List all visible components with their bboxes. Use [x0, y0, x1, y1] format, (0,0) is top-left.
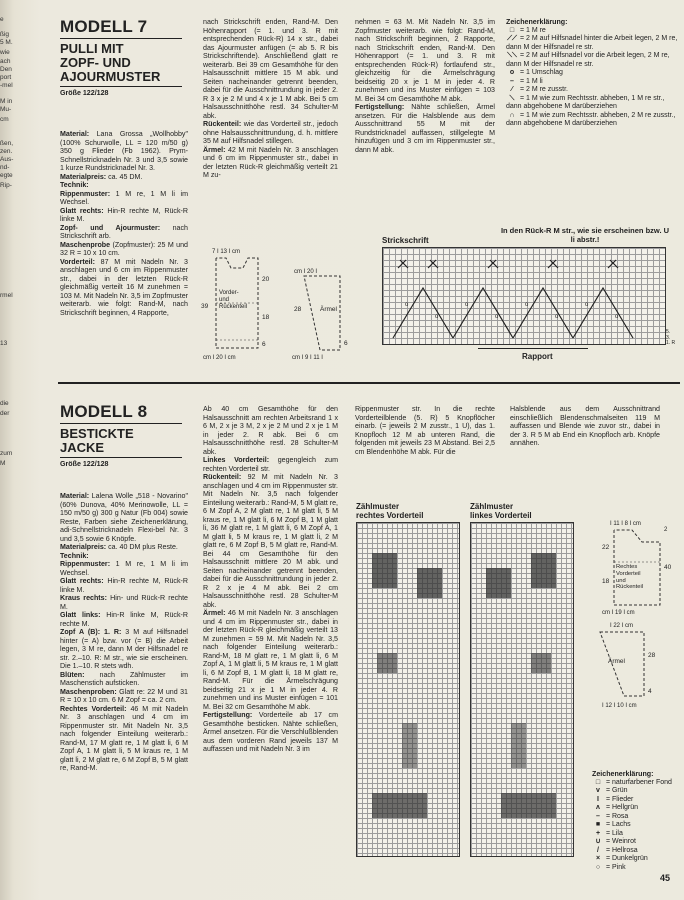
- m7-col1-heading: Material:: [60, 130, 90, 138]
- svg-text:o: o: [615, 314, 619, 320]
- left-strip-fragment: M: [0, 460, 6, 467]
- m8-legend-item: [592, 787, 682, 796]
- m8-legend-symbol: ∪: [595, 838, 601, 845]
- m8-legend-item: [592, 847, 682, 856]
- m8-legend-text: = Grün: [604, 787, 628, 794]
- m7-col1-heading: Technik:: [60, 181, 89, 189]
- m7-legend-item: [506, 27, 678, 36]
- chart-row-label: 1. R: [666, 340, 676, 346]
- front-schematic-label: Vorder- und Rückenteil: [219, 290, 248, 310]
- m8-col2-heading: Rückenteil:: [203, 473, 242, 481]
- left-strip-fragment: die: [0, 400, 9, 407]
- m8-legend-symbol: □: [595, 778, 601, 786]
- m7-col2-text: 42 M mit Nadeln Nr. 3 anschlagen und 6 cm im Rippenmuster str., dabei in der letzten Rück-R gleichmäßig verteilt 21 M zu-: [203, 145, 338, 179]
- modell8-column-2: [203, 405, 338, 754]
- m8-col1-heading: Materialpreis:: [60, 543, 107, 551]
- svg-text:o: o: [495, 314, 499, 320]
- m8-col4-paragraph: [510, 405, 660, 448]
- m8-front-right: 40: [664, 564, 672, 571]
- left-strip-fragment: egte: [0, 172, 13, 179]
- m7-col1-paragraph: [60, 190, 188, 207]
- m8-col1-heading: Glatt links:: [60, 611, 101, 619]
- m8-col1-paragraph: [60, 628, 188, 671]
- m8-col1-paragraph: [60, 552, 188, 561]
- m8-sleeve-schematic-drawing: [592, 622, 677, 712]
- m7-legend-text: = 1 M re: [518, 26, 546, 34]
- m8-legend-item: [592, 804, 682, 813]
- m8-col1-text: 46 M mit Nadeln Nr. 3 anschlagen und 4 cm im Rippenmuster str. Mit Nadeln Nr. 3,5 nach folgender Einteilung weiterarb.: Rand-M, 17 M glatt re, 1 M glatt li, 6 M Zopf A, 1 M glatt li, 5 M kraus re, 1 M glatt li, 2 M glatt re, 6 M Zopf B, 5 M glatt re, Rand-M.: [60, 704, 188, 772]
- m7-legend-symbol: ∩: [509, 111, 515, 119]
- m7-legend-symbol: ⟍⟍: [507, 52, 517, 59]
- modell7-header: [60, 18, 190, 98]
- m8-col1-text: 1 M re, 1 M li im Wechsel.: [60, 560, 188, 577]
- m8-front-dim2: 2: [664, 527, 668, 533]
- m8-col1-text: Hin- und Rück-R rechte M.: [60, 594, 188, 611]
- left-strip-fragment: rmel: [0, 292, 13, 299]
- left-strip-fragment: 5 M.: [0, 39, 13, 46]
- m8-col1-heading: Zopf A (B): 1. R:: [60, 628, 122, 636]
- m8-front-top: I 11 I 8 I cm: [610, 521, 641, 527]
- left-strip-fragment: ach: [0, 58, 11, 65]
- front-schematic-side: 39: [201, 303, 209, 310]
- m8-col1-paragraph: [60, 492, 188, 543]
- left-strip-fragment: der: [0, 410, 10, 417]
- m7-col1-paragraph: [60, 241, 188, 258]
- m8-legend-symbol: ×: [595, 855, 601, 862]
- m7-col3-text: nehmen = 63 M. Mit Nadeln Nr. 3,5 im Zopfmuster weiterarb. wie folgt: Rand-M, nach Strickschrift beginnen, 2 Rapporte, nach Strickschrift enden, Rand-M. Den Höhenrapport (= 1. und 3. R mit entsprechenden Rück-R) fortlaufend str., gleichzeitig für die Ärmelschrägung beidseitig 20 x je 1 M in jeder 4. R zunehmen und ins Muster einfügen = 103 M. Bei 34 cm Gesamthöhe M abk.: [355, 18, 495, 103]
- m7-legend-item: [506, 95, 678, 112]
- m8-legend-symbol: ʌ: [596, 804, 600, 811]
- modell7-title: MODELL 7: [60, 17, 148, 36]
- left-strip-fragment: ßen,: [0, 140, 14, 147]
- left-strip-fragment: e: [0, 16, 4, 23]
- m7-col2-text: wie das Vorderteil str., jedoch ohne Halsausschnittrundung, d. h. mittlere 35 M auf Hilfsnadel stillegen.: [203, 120, 338, 145]
- m8-legend-item: [592, 838, 682, 847]
- modell7-column-3: [355, 18, 495, 154]
- m8-col2-text: 46 M mit Nadeln Nr. 3 anschlagen und 4 cm im Rippenmuster str., dabei in der letzten Rück-R gleichmäßig verteilt 13 M zunehmen = 59 M. Mit Nadeln Nr. 3,5 nach folgender Einteilung weiterarb.: Rand-M, 18 M glatt re, 1 M glatt li, 6 M Zopf A, 1 M glatt li, 5 M kraus re, 1 M glatt li, 6 M Zopf B, 1 M glatt li, 18 M glatt re, Rand-M. Für die Ärmelschrägung beidseitig 21 x je 1 M in jeder 4. R zunehmen und ins Muster einfügen = 101 M. Bei 32 cm Gesamthöhe M abk.: [203, 609, 338, 711]
- left-strip-fragment: 13: [0, 340, 8, 347]
- m7-legend-symbol: □: [509, 26, 515, 34]
- svg-text:o: o: [585, 302, 589, 308]
- m8-col1-paragraph: [60, 594, 188, 611]
- m8-col3-text: Rippenmuster str. In die rechte Vorderteilblende (5. R) 5 Knopflöcher einarb. (= jeweils 2 M zusstr., 1 U), das 1. Knopfloch 12 M ab unteren Rand, die folgenden mit jeweils 23 M Abstand. Bei 2,5 cm Blendenhöhe M abk. Für die: [355, 405, 495, 456]
- chart-pattern-marks: [383, 248, 665, 344]
- sleeve-schematic-top: cm I 20 I: [294, 269, 318, 275]
- modell7-chart-label: Strickschrift: [382, 236, 429, 245]
- modell8-legend-title: Zeichenerklärung:: [592, 770, 654, 778]
- m8-legend-text: = Dunkelgrün: [604, 855, 648, 862]
- m8-front-label: Rechtes Vorderteil und Rückenteil: [616, 564, 644, 591]
- m8-sleeve-bottom: I 12 I 10 I cm: [602, 703, 637, 709]
- modell7-size: Größe 122/128: [60, 89, 109, 97]
- m8-col2-heading: Ärmel:: [203, 609, 226, 617]
- m7-legend-item: [506, 35, 678, 52]
- modell8-chart-right-front: [356, 522, 460, 857]
- m8-col4-text: Halsblende aus dem Ausschnittrand einschließlich Blendenschmalseiten 119 M auffassen und Blende wie zuvor str., dabei in der 3. R 5 M ab End ein Knopfloch arb. Knöpfe annähen.: [510, 405, 660, 447]
- chart-row-label: 5.: [666, 329, 671, 335]
- m7-col3-text: Nähte schließen, Ärmel ansetzen. Für die Halsblende aus dem Ausschnittrand 55 M mit der Rundstricknadel auffassen, stillgelegte M hinzufügen und 3 cm im Rippenmuster str., dann M abk.: [355, 103, 495, 154]
- sleeve-schematic-h2: 6: [344, 340, 348, 347]
- m8-col1-heading: Maschenproben:: [60, 687, 117, 696]
- modell8-chart2-title: Zählmuster linkes Vorderteil: [470, 502, 532, 520]
- m8-col1-text: nach Zählmuster im Maschenstich aufsticken.: [60, 670, 188, 687]
- m8-col1-heading: Glatt rechts:: [60, 577, 104, 585]
- modell7-chart-row-labels: [666, 330, 675, 347]
- modell7-sleeve-schematic: [290, 268, 352, 363]
- left-strip-fragment: port: [0, 74, 12, 81]
- m7-col1-paragraph: [60, 130, 188, 173]
- m8-col2-paragraph: [203, 609, 338, 711]
- m8-legend-symbol: v: [596, 787, 600, 794]
- m8-col2-heading: Linkes Vorderteil:: [203, 456, 270, 464]
- modell8-subtitle-1: BESTICKTE: [60, 426, 134, 441]
- m8-col1-heading: Material:: [60, 492, 90, 500]
- left-strip-fragment: Mu-: [0, 106, 12, 113]
- m7-col2-heading: Ärmel:: [203, 145, 226, 154]
- m7-col2-paragraph: [203, 18, 338, 120]
- m7-col1-heading: Rippenmuster:: [60, 189, 111, 198]
- modell7-rapport-label: Rapport: [522, 352, 553, 361]
- m8-legend-symbol: –: [596, 812, 600, 820]
- m7-legend-text: = 1 M li: [518, 77, 543, 85]
- chart1-motifs: [357, 523, 459, 856]
- m8-col1-text: Hin-R linke M, Rück-R rechte M.: [60, 611, 188, 628]
- m7-col3-paragraph: [355, 18, 495, 103]
- modell8-chart-left-front: [470, 522, 574, 857]
- m8-col1-paragraph: [60, 705, 188, 773]
- m7-col1-text: Hin-R rechte M, Rück-R linke M.: [60, 206, 188, 223]
- m8-col2-paragraph: [203, 405, 338, 456]
- m7-col1-paragraph: [60, 224, 188, 241]
- m8-col1-heading: Technik:: [60, 551, 89, 560]
- sleeve-schematic-drawing: [290, 268, 352, 363]
- left-strip-fragment: M in: [0, 98, 13, 105]
- page-number: 45: [660, 873, 671, 883]
- m7-col1-paragraph: [60, 258, 188, 318]
- svg-text:o: o: [465, 302, 469, 308]
- m8-col2-paragraph: [203, 473, 338, 609]
- m7-legend-symbol: o: [509, 69, 515, 76]
- m8-col1-heading: Rechtes Vorderteil:: [60, 704, 127, 713]
- m8-col1-text: ca. 40 DM plus Reste.: [106, 543, 178, 551]
- m8-legend-text: = Hellrosa: [604, 846, 638, 854]
- svg-text:o: o: [405, 302, 409, 308]
- m8-col1-heading: Kraus rechts:: [60, 594, 107, 602]
- left-strip-fragment: ßig: [0, 31, 10, 38]
- m7-legend-text: = 1 M wie zum Rechtsstr. abheben, 1 M re str., dann abgehobene M darüberziehen: [506, 94, 665, 110]
- m7-legend-text: = 1 M wie zum Rechtsstr. abheben, 2 M re zusstr., dann abgehobene M darüberziehen: [506, 111, 676, 127]
- m7-col3-heading: Fertigstellung:: [355, 103, 405, 111]
- m7-legend-symbol: –: [510, 77, 514, 85]
- section-divider: [58, 382, 680, 384]
- m8-legend-text: = Lila: [604, 829, 623, 837]
- m8-legend-text: = Rosa: [604, 812, 629, 820]
- m8-col1-paragraph: [60, 611, 188, 628]
- m7-col1-text: nach Strickschrift arb.: [60, 223, 188, 240]
- m7-col1-text: 87 M mit Nadeln Nr. 3 anschlagen und 6 cm im Rippenmuster str., dabei in der letzten Rück-R gleichmäßig verteilt 16 M zunehmen = 103 M. Mit Nadeln Nr. 3,5 im Zopfmuster weiterarb. wie folgt: Rand-M, nach Strickschrift beginnen, 4 Rapporte,: [60, 257, 188, 317]
- m8-col1-paragraph: [60, 671, 188, 688]
- modell8-size: Größe 122/128: [60, 460, 109, 468]
- m8-legend-text: = Hellgrün: [604, 804, 639, 811]
- m7-legend-text: = 2 M auf Hilfsnadel hinter die Arbeit legen, 2 M re, dann M der Hilfsnadel re str.: [506, 35, 678, 51]
- m7-col1-paragraph: [60, 207, 188, 224]
- m8-legend-text: = Pink: [604, 863, 626, 871]
- sleeve-schematic-height: 28: [294, 306, 302, 313]
- m7-legend-symbol: ⟍: [509, 94, 515, 102]
- m8-col1-text: Hin-R rechte M, Rück-R linke M.: [60, 577, 188, 594]
- m7-legend-text: = 2 M auf Hilfsnadel vor die Arbeit legen, 2 M re, dann M der Hilfsnadel re str.: [506, 52, 670, 68]
- m7-legend-item: [506, 112, 678, 129]
- left-strip-fragment: wie: [0, 49, 10, 56]
- m8-legend-item: [592, 855, 682, 864]
- m8-sleeve-label: Ärmel: [608, 658, 625, 665]
- m8-front-side1: 22: [602, 544, 610, 551]
- m8-col1-text: Lalena Wolle „518 - Novarino" (60% Dunova, 40% Merinowolle, LL = 150 m/50 g) 300 g Natur (Fb 004) sowie Reste, Farben siehe Zeichenerklärung, adi-Schnellstricknadeln Flexi-bel Nr. 3 und 3,5 sowie 6 Knöpfe.: [60, 492, 188, 543]
- m8-legend-text: = Flieder: [604, 795, 634, 803]
- svg-text:o: o: [555, 314, 559, 320]
- m8-front-bottom: cm I 19 I cm: [602, 610, 635, 616]
- m7-col2-heading: Rückenteil:: [203, 120, 242, 128]
- m7-legend-text: = 2 M re zusstr.: [518, 86, 568, 93]
- m7-col1-text: (Zopfmuster): 25 M und 32 R = 10 x 10 cm.: [60, 240, 188, 257]
- m7-legend-item: [506, 69, 678, 78]
- m8-legend-text: = Lachs: [604, 821, 631, 828]
- m8-col2-heading: Fertigstellung:: [203, 711, 253, 719]
- m8-front-side2: 18: [602, 578, 610, 585]
- m7-col1-heading: Maschenprobe: [60, 240, 111, 249]
- m8-col1-text: Glatt re: 22 M und 31 R = 10 x 10 cm. 6 M Zopf = ca. 2 cm.: [60, 687, 188, 704]
- m8-legend-item: [592, 821, 682, 830]
- modell8-header: [60, 403, 190, 469]
- m8-col1-text: 3 M auf Hilfsnadel hinter (= A) bzw. vor (= B) die Arbeit legen, 3 M re, dann M der Hilfsnadel re str. 2.–10. R: M str., wie sie erscheinen. Die 1.–10. R stets wdh.: [60, 628, 189, 670]
- m7-col1-heading: Zopf- und Ajourmuster:: [60, 223, 161, 232]
- m7-legend-symbol: ⁄: [511, 86, 513, 93]
- front-schematic-h1: 20: [262, 276, 270, 283]
- m8-col3-paragraph: [355, 405, 495, 456]
- m7-col2-paragraph: [203, 120, 338, 146]
- sleeve-schematic-label: Ärmel: [320, 306, 337, 313]
- m8-legend-symbol: I: [597, 795, 599, 803]
- m7-legend-item: [506, 78, 678, 87]
- m7-col1-heading: Materialpreis:: [60, 172, 107, 181]
- left-strip-fragment: zen.: [0, 148, 13, 155]
- m8-col1-paragraph: [60, 560, 188, 577]
- left-strip-fragment: cm: [0, 116, 9, 123]
- m8-col2-paragraph: [203, 456, 338, 473]
- m7-col3-paragraph: [355, 103, 495, 154]
- m8-sleeve-height: 28: [648, 652, 656, 659]
- rapport-bracket: [478, 348, 588, 349]
- m8-col1-heading: Blüten:: [60, 670, 85, 679]
- modell7-subtitle-2: ZOPF- UND: [60, 55, 131, 70]
- front-schematic-bottom: cm I 20 I cm: [203, 355, 236, 361]
- m8-col2-text: 92 M mit Nadeln Nr. 3 anschlagen und 4 cm im Rippenmuster str. Mit Nadeln Nr. 3,5 nach folgender Einteilung weiterarb.: Rand-M, 5 M glatt re, 6 M Zopf A, 2 M glatt re, 1 M glatt li, 5 M kraus re, 1 M glatt li, 6 M Zopf B, 1 M glatt li, 36 M glatt re, 1 M glatt li, 6 M Zopf A, 1 M glatt li, 5 M kraus re, 1 M glatt li, 2 M glatt re, 6 M Zopf B, 5 M glatt re, Rand-M. Bei 44 cm Gesamthöhe für den Halsausschnitt mittlere 20 M abk. und Seiten nacheinander getrennt beenden, dabei für die Ausschnittrundung in jeder 2. R 2 x je 4 M abk. Bei 2 cm Halsausschnitthöhe restl. 28 Schulter-M abk.: [203, 473, 338, 609]
- left-strip-fragment: Rip-: [0, 182, 12, 189]
- m8-legend-symbol: ○: [595, 863, 601, 871]
- m8-legend-symbol: ■: [595, 821, 601, 828]
- left-strip-fragment: zum: [0, 450, 13, 457]
- m8-col2-text: Vorderteile ab 17 cm Gesamthöhe besticken. Nähte schließen, Ärmel ansetzen. Für die Verschlußblenden aus dem vorderen Rand jeweils 137 M auffassen und mit Nadeln Nr. 3 im: [203, 711, 338, 753]
- m7-legend-symbol: ⟋⟋: [507, 35, 517, 42]
- m7-col1-paragraph: [60, 181, 188, 190]
- m7-col1-text: 1 M re, 1 M li im Wechsel.: [60, 189, 188, 206]
- left-strip-fragment: nd-: [0, 164, 10, 171]
- m7-col1-heading: Vorderteil:: [60, 257, 95, 266]
- m7-legend-item: [506, 52, 678, 69]
- front-schematic-h2: 18: [262, 314, 270, 321]
- modell7-column-1: [60, 130, 188, 317]
- modell7-front-schematic: [198, 248, 278, 363]
- modell8-legend: [592, 770, 682, 872]
- m7-legend-text: = 1 Umschlag: [518, 69, 563, 76]
- left-strip-fragment: Aus-: [0, 156, 14, 163]
- modell7-column-2: [203, 18, 338, 180]
- m8-legend-item: [592, 779, 682, 788]
- m8-col2-text: Ab 40 cm Gesamthöhe für den Halsausschnitt am rechten Arbeitsrand 1 x 6 M, 2 x je 3 M, 2 x je 2 M und 2 x je 1 M in jeder 2. R abk. Bei 6 cm Halsausschnitthöhe restl. 28 Schulter-M abk.: [203, 405, 338, 456]
- m8-col1-heading: Rippenmuster:: [60, 560, 111, 568]
- m8-sleeve-h2: 4: [648, 688, 652, 695]
- m8-col2-paragraph: [203, 711, 338, 754]
- m7-col2-text: nach Strickschrift enden, Rand-M. Den Höhenrapport (= 1. und 3. R mit entsprechenden Rück-R) 14 x str., dabei das Ajourmuster anfügen (= ab 5. R bis Strickschriftende). Anschließend glatt re weiterarb. Bei 39 cm Gesamthöhe für den Halsausschnitt mittlere 15 M abk. und Seiten nacheinander getrennt beenden, dabei für die Ausschnittrundung in jeder 2. R 3 x je 2 M und 4 x je 1 M abk. Bei 5 cm Halsausschnitthöhe restl. 34 Schulter-M abk.: [203, 18, 338, 120]
- modell7-knitting-chart: [382, 247, 666, 345]
- m8-col2-text: gegengleich zum rechten Vorderteil str.: [203, 456, 338, 473]
- m7-col1-text: ca. 45 DM.: [106, 172, 143, 181]
- m8-legend-item: [592, 796, 682, 805]
- modell8-title: MODELL 8: [60, 402, 148, 421]
- m8-col1-paragraph: [60, 577, 188, 594]
- m8-legend-symbol: /: [597, 846, 599, 854]
- modell8-column-3: [355, 405, 495, 456]
- modell7-chart-note: In den Rück-R M str., wie sie erscheinen bzw. U li abstr.!: [500, 226, 670, 244]
- m8-col1-paragraph: [60, 688, 188, 705]
- m7-col1-heading: Glatt rechts:: [60, 206, 104, 215]
- modell7-subtitle-3: AJOURMUSTER: [60, 69, 161, 84]
- modell8-chart1-title: Zählmuster rechtes Vorderteil: [356, 502, 424, 520]
- m8-sleeve-top: I 22 I cm: [610, 623, 634, 629]
- m8-legend-item: [592, 830, 682, 839]
- m8-legend-text: = Weinrot: [604, 838, 636, 845]
- m8-col1-paragraph: [60, 543, 188, 552]
- front-schematic-top: 7 I 13 I cm: [212, 249, 241, 255]
- front-schematic-h3: 6: [262, 341, 266, 348]
- m7-col1-paragraph: [60, 173, 188, 182]
- modell7-legend: [506, 18, 678, 129]
- modell7-legend-title: Zeichenerklärung:: [506, 18, 568, 26]
- m8-legend-symbol: +: [595, 829, 601, 837]
- chart2-motifs: [471, 523, 573, 856]
- modell8-column-4: [510, 405, 660, 448]
- svg-text:o: o: [435, 314, 439, 320]
- left-strip-fragment: Den: [0, 66, 12, 73]
- modell8-column-1: [60, 492, 188, 773]
- modell7-subtitle-1: PULLI MIT: [60, 41, 124, 56]
- m8-legend-item: [592, 864, 682, 873]
- m8-legend-text: = naturfarbener Fond: [604, 778, 672, 786]
- modell8-subtitle-2: JACKE: [60, 440, 105, 455]
- svg-text:o: o: [525, 302, 529, 308]
- m7-col1-text: Lana Grossa „Wollhobby" (100% Schurwolle, LL = 120 m/50 g) 350 g Flieder (Fb 1962). Prym-Schnellstricknadeln Nr. 3 und 3,5 sowie 1 kurze Rundstricknadel Nr. 3.: [60, 130, 188, 172]
- sleeve-schematic-bottom: cm I 9 I 11 I: [292, 355, 323, 361]
- modell8-sleeve-schematic: [592, 622, 677, 712]
- left-strip-fragment: -mel: [0, 82, 13, 89]
- modell8-front-schematic: [592, 520, 677, 618]
- m7-legend-item: [506, 86, 678, 95]
- m8-legend-item: [592, 813, 682, 822]
- chart-row-label: 3.: [666, 334, 671, 341]
- m7-col2-paragraph: [203, 146, 338, 180]
